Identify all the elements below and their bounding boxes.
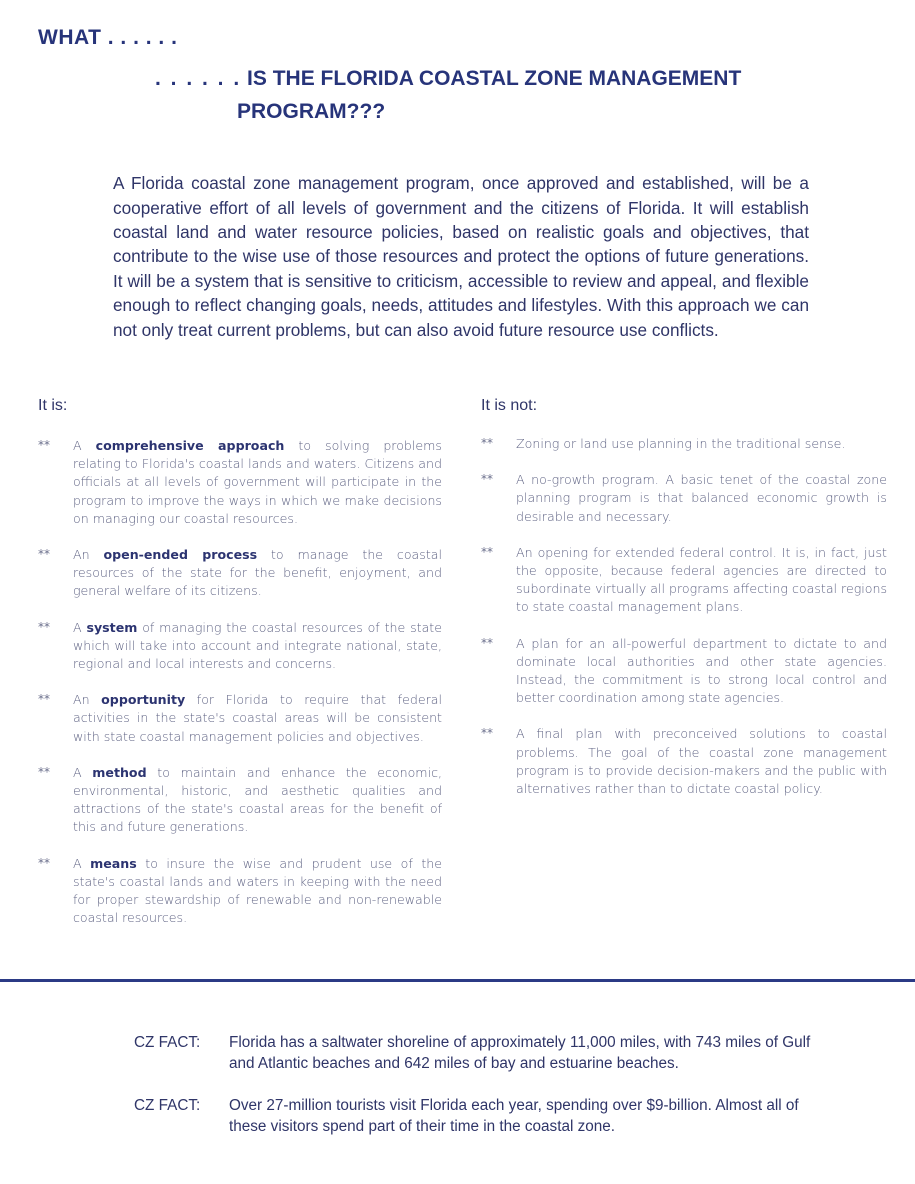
intro-paragraph: A Florida coastal zone management program, once approved and established, will be a cooperative effort of all levels of government and the citizens of Florida. It will establish coastal land and water resource policies, based on realistic goals and objectives, that contribute to the wise use of those resources and protect the options of future generations. It will be a system that is sensitive to criticism, accessible to review and appeal, and flexible enough to reflect changing goals, needs, attitudes and lifestyles. With this approach we can not only treat current problems, but can also avoid future resource use conflicts. bbox=[113, 173, 809, 340]
item-prefix: A bbox=[73, 855, 91, 871]
list-item-text: A plan for an all-powerful department to dictate to and dominate local authorities and other state agencies. Instead, the commitment is to strong local control and better coordination among state agencies. bbox=[516, 635, 887, 706]
list-item-text bbox=[73, 855, 442, 928]
list-item-text: Zoning or land use planning in the traditional sense. bbox=[516, 436, 846, 451]
item-prefix: A bbox=[73, 764, 93, 780]
item-prefix: An bbox=[73, 547, 104, 563]
item-keyword: comprehensive approach bbox=[95, 438, 285, 453]
item-keyword: opportunity bbox=[101, 692, 186, 708]
bullet-asterisks: ** bbox=[481, 436, 493, 450]
item-prefix: A bbox=[73, 619, 87, 635]
list-item bbox=[481, 471, 887, 526]
list-item-text bbox=[73, 546, 442, 601]
title-line-1: IS THE FLORIDA COASTAL ZONE MANAGEMENT bbox=[247, 67, 742, 90]
it-is-column bbox=[38, 397, 442, 945]
list-item bbox=[481, 544, 887, 617]
cz-fact bbox=[134, 1032, 814, 1074]
list-item bbox=[38, 764, 442, 837]
list-item-text bbox=[73, 437, 442, 528]
cz-fact-text: Over 27-million tourists visit Florida each year, spending over $9-billion. Almost all of these visitors spend part of their time in the coastal zone. bbox=[229, 1097, 799, 1135]
cz-fact-label: CZ FACT: bbox=[134, 1034, 201, 1051]
list-item bbox=[38, 437, 442, 528]
cz-fact bbox=[134, 1095, 814, 1137]
bullet-asterisks: ** bbox=[38, 438, 50, 452]
it-is-not-heading: It is not: bbox=[481, 397, 538, 414]
cz-fact-text: Florida has a saltwater shoreline of approximately 11,000 miles, with 743 miles of Gulf and Atlantic beaches and 642 miles of bay and estuarine beaches. bbox=[229, 1034, 811, 1072]
bullet-asterisks: ** bbox=[38, 855, 50, 870]
bullet-asterisks: ** bbox=[38, 692, 50, 707]
bullet-asterisks: ** bbox=[481, 726, 493, 741]
list-item bbox=[481, 725, 887, 798]
list-item bbox=[38, 855, 442, 928]
item-prefix: A bbox=[73, 438, 96, 453]
bullet-asterisks: ** bbox=[38, 619, 50, 634]
bullet-asterisks: ** bbox=[38, 764, 50, 779]
list-item-text bbox=[73, 691, 442, 746]
bullet-asterisks: ** bbox=[481, 472, 493, 487]
list-item bbox=[38, 619, 442, 674]
bullet-asterisks: ** bbox=[481, 635, 493, 650]
list-item-text: An opening for extended federal control. It is, in fact, just the opposite, because federal agencies are directed to subordinate virtually all programs affecting coastal regions to state coastal management plans. bbox=[516, 544, 887, 615]
item-keyword: method bbox=[92, 764, 147, 780]
item-body: to manage the coastal resources of the state for the benefit, enjoyment, and general welfare of its citizens. bbox=[73, 547, 442, 599]
list-item-text: A final plan with preconceived solutions to coastal problems. The goal of the coastal zone management program is to provide decision-makers and the public with alternatives rather than to dictate coastal policy. bbox=[516, 726, 887, 797]
item-keyword: open-ended process bbox=[103, 547, 258, 563]
cz-fact-label: CZ FACT: bbox=[134, 1097, 201, 1114]
item-keyword: means bbox=[90, 855, 137, 871]
page-title bbox=[155, 62, 855, 128]
list-item-text bbox=[73, 619, 442, 674]
title-dots: . . . . . . bbox=[155, 67, 242, 90]
item-body: to solving problems relating to Florida's coastal lands and waters. Citizens and officials at all levels of government will participate in the program to improve the ways in which we make decisions on managing our coastal resources. bbox=[73, 438, 442, 526]
list-item bbox=[38, 546, 442, 601]
bullet-asterisks: ** bbox=[38, 547, 50, 562]
it-is-not-column bbox=[481, 397, 887, 816]
heading-what: WHAT . . . . . . bbox=[38, 26, 178, 49]
list-item bbox=[481, 435, 887, 453]
list-item bbox=[38, 691, 442, 746]
item-keyword: system bbox=[86, 619, 138, 635]
item-body: to insure the wise and prudent use of the state's coastal lands and waters in keeping with the need for proper stewardship of renewable and non-renewable coastal resources. bbox=[73, 855, 442, 926]
list-item-text bbox=[73, 764, 442, 837]
bullet-asterisks: ** bbox=[481, 544, 493, 559]
item-body: for Florida to require that federal activities in the state's coastal areas will be consistent with state coastal management policies and objectives. bbox=[73, 692, 442, 744]
list-item-text: A no-growth program. A basic tenet of the coastal zone planning program is that balanced economic growth is desirable and necessary. bbox=[516, 472, 887, 524]
it-is-heading: It is: bbox=[38, 397, 68, 414]
item-body: of managing the coastal resources of the state which will take into account and integrate national, state, regional and local interests and concerns. bbox=[73, 619, 442, 672]
item-body: to maintain and enhance the economic, environmental, historic, and aesthetic qualities and attractions of the state's coastal areas for the benefit of this and future generations. bbox=[73, 764, 442, 835]
title-line-2: PROGRAM??? bbox=[237, 100, 386, 123]
section-divider bbox=[0, 979, 915, 982]
list-item bbox=[481, 635, 887, 708]
item-prefix: An bbox=[73, 692, 102, 708]
